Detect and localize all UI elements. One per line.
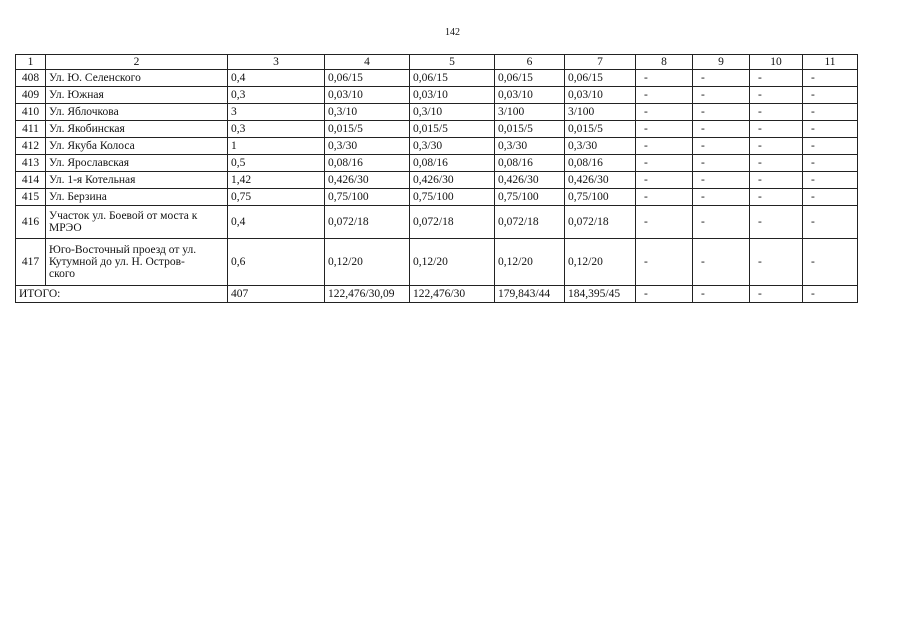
cell: - [803, 172, 858, 189]
table-row [16, 206, 858, 239]
cell: 0,426/30 [565, 172, 636, 189]
cell: 0,75/100 [495, 189, 565, 206]
cell: 0,072/18 [495, 206, 565, 239]
header-cell: 5 [410, 55, 495, 70]
cell: - [803, 189, 858, 206]
row-number: 415 [16, 189, 46, 206]
cell: 0,072/18 [565, 206, 636, 239]
cell: - [636, 155, 693, 172]
row-number: 413 [16, 155, 46, 172]
cell: - [636, 104, 693, 121]
header-cell: 11 [803, 55, 858, 70]
cell: 0,06/15 [325, 70, 410, 87]
cell: - [750, 104, 803, 121]
cell: - [750, 121, 803, 138]
cell: 0,3/30 [495, 138, 565, 155]
cell: 0,08/16 [495, 155, 565, 172]
cell: - [803, 138, 858, 155]
header-cell: 2 [46, 55, 228, 70]
cell: - [803, 104, 858, 121]
cell: 0,015/5 [565, 121, 636, 138]
row-number: 412 [16, 138, 46, 155]
table-row [16, 155, 858, 172]
cell: 1,42 [228, 172, 325, 189]
row-number: 408 [16, 70, 46, 87]
total-cell: - [750, 286, 803, 303]
street-name: Ул. Яблочкова [46, 104, 228, 121]
cell: - [803, 239, 858, 286]
header-cell: 3 [228, 55, 325, 70]
cell: 0,6 [228, 239, 325, 286]
cell: 0,03/10 [410, 87, 495, 104]
cell: - [693, 138, 750, 155]
street-name: Ул. 1-я Котельная [46, 172, 228, 189]
street-name: Ул. Южная [46, 87, 228, 104]
cell: - [750, 189, 803, 206]
cell: 0,5 [228, 155, 325, 172]
cell: 0,06/15 [410, 70, 495, 87]
cell: - [636, 70, 693, 87]
total-cell: - [636, 286, 693, 303]
cell: - [750, 70, 803, 87]
cell: - [750, 138, 803, 155]
cell: 0,3/30 [565, 138, 636, 155]
total-cell: - [803, 286, 858, 303]
cell: - [636, 87, 693, 104]
cell: 0,3/10 [325, 104, 410, 121]
header-cell: 7 [565, 55, 636, 70]
row-number: 411 [16, 121, 46, 138]
page-number: 142 [445, 27, 460, 38]
cell: 0,072/18 [325, 206, 410, 239]
cell: - [693, 87, 750, 104]
cell: 3 [228, 104, 325, 121]
cell: 0,75/100 [325, 189, 410, 206]
cell: 0,4 [228, 70, 325, 87]
cell: 0,072/18 [410, 206, 495, 239]
header-cell: 9 [693, 55, 750, 70]
table-row [16, 172, 858, 189]
cell: 0,06/15 [495, 70, 565, 87]
street-name: Ул. Ю. Селенского [46, 70, 228, 87]
total-cell: 122,476/30 [410, 286, 495, 303]
header-cell: 6 [495, 55, 565, 70]
cell: 0,12/20 [565, 239, 636, 286]
street-name-line: Кутумной до ул. Н. Остров- [49, 256, 185, 268]
total-cell: 407 [228, 286, 325, 303]
row-number: 417 [16, 239, 46, 286]
cell: - [693, 206, 750, 239]
cell: 0,4 [228, 206, 325, 239]
street-name-line: Юго-Восточный проезд от ул. [49, 244, 197, 256]
street-name: Ул. Берзина [46, 189, 228, 206]
cell: - [750, 206, 803, 239]
cell: 0,3/30 [325, 138, 410, 155]
table-row [16, 138, 858, 155]
street-name-line: ского [49, 268, 76, 280]
street-name: Участок ул. Боевой от моста к МРЭО [46, 206, 228, 239]
header-cell: 1 [16, 55, 46, 70]
cell: - [693, 239, 750, 286]
cell: - [636, 138, 693, 155]
cell: 0,3/10 [410, 104, 495, 121]
total-cell: - [693, 286, 750, 303]
cell: 0,08/16 [325, 155, 410, 172]
cell: 0,75/100 [410, 189, 495, 206]
cell: - [636, 239, 693, 286]
cell: 0,12/20 [410, 239, 495, 286]
cell: 0,426/30 [325, 172, 410, 189]
cell: - [636, 189, 693, 206]
header-row [16, 55, 858, 70]
cell: - [750, 155, 803, 172]
cell: - [803, 206, 858, 239]
cell: - [636, 206, 693, 239]
cell: 0,426/30 [495, 172, 565, 189]
row-number: 409 [16, 87, 46, 104]
cell: - [693, 104, 750, 121]
cell: - [693, 155, 750, 172]
cell: 0,015/5 [495, 121, 565, 138]
cell: 0,08/16 [565, 155, 636, 172]
cell: 0,015/5 [410, 121, 495, 138]
total-row [16, 286, 858, 303]
header-cell: 8 [636, 55, 693, 70]
cell: 0,426/30 [410, 172, 495, 189]
cell: - [693, 121, 750, 138]
cell: 0,12/20 [495, 239, 565, 286]
street-name: Ул. Якуба Колоса [46, 138, 228, 155]
cell: - [750, 172, 803, 189]
total-cell: 122,476/30,09 [325, 286, 410, 303]
table-row [16, 121, 858, 138]
cell: - [636, 172, 693, 189]
cell: 0,03/10 [325, 87, 410, 104]
street-name [46, 239, 228, 286]
total-label: ИТОГО: [16, 286, 228, 303]
cell: 0,06/15 [565, 70, 636, 87]
row-number: 410 [16, 104, 46, 121]
cell: 0,3/30 [410, 138, 495, 155]
cell: - [803, 155, 858, 172]
cell: - [693, 189, 750, 206]
cell: - [803, 87, 858, 104]
cell: - [750, 87, 803, 104]
table-row [16, 70, 858, 87]
row-number: 414 [16, 172, 46, 189]
street-name: Ул. Ярославская [46, 155, 228, 172]
cell: 3/100 [495, 104, 565, 121]
cell: 0,015/5 [325, 121, 410, 138]
table-row [16, 239, 858, 286]
header-cell: 4 [325, 55, 410, 70]
cell: 0,08/16 [410, 155, 495, 172]
header-cell: 10 [750, 55, 803, 70]
cell: 3/100 [565, 104, 636, 121]
cell: - [803, 121, 858, 138]
table-row [16, 189, 858, 206]
total-cell: 179,843/44 [495, 286, 565, 303]
cell: - [693, 172, 750, 189]
cell: 0,12/20 [325, 239, 410, 286]
cell: 1 [228, 138, 325, 155]
cell: 0,3 [228, 121, 325, 138]
data-table [15, 54, 858, 303]
cell: 0,3 [228, 87, 325, 104]
street-name: Ул. Якобинская [46, 121, 228, 138]
total-cell: 184,395/45 [565, 286, 636, 303]
cell: 0,75/100 [565, 189, 636, 206]
cell: 0,75 [228, 189, 325, 206]
row-number: 416 [16, 206, 46, 239]
table-row [16, 104, 858, 121]
cell: 0,03/10 [495, 87, 565, 104]
cell: - [750, 239, 803, 286]
table-row [16, 87, 858, 104]
cell: - [803, 70, 858, 87]
cell: 0,03/10 [565, 87, 636, 104]
cell: - [636, 121, 693, 138]
cell: - [693, 70, 750, 87]
